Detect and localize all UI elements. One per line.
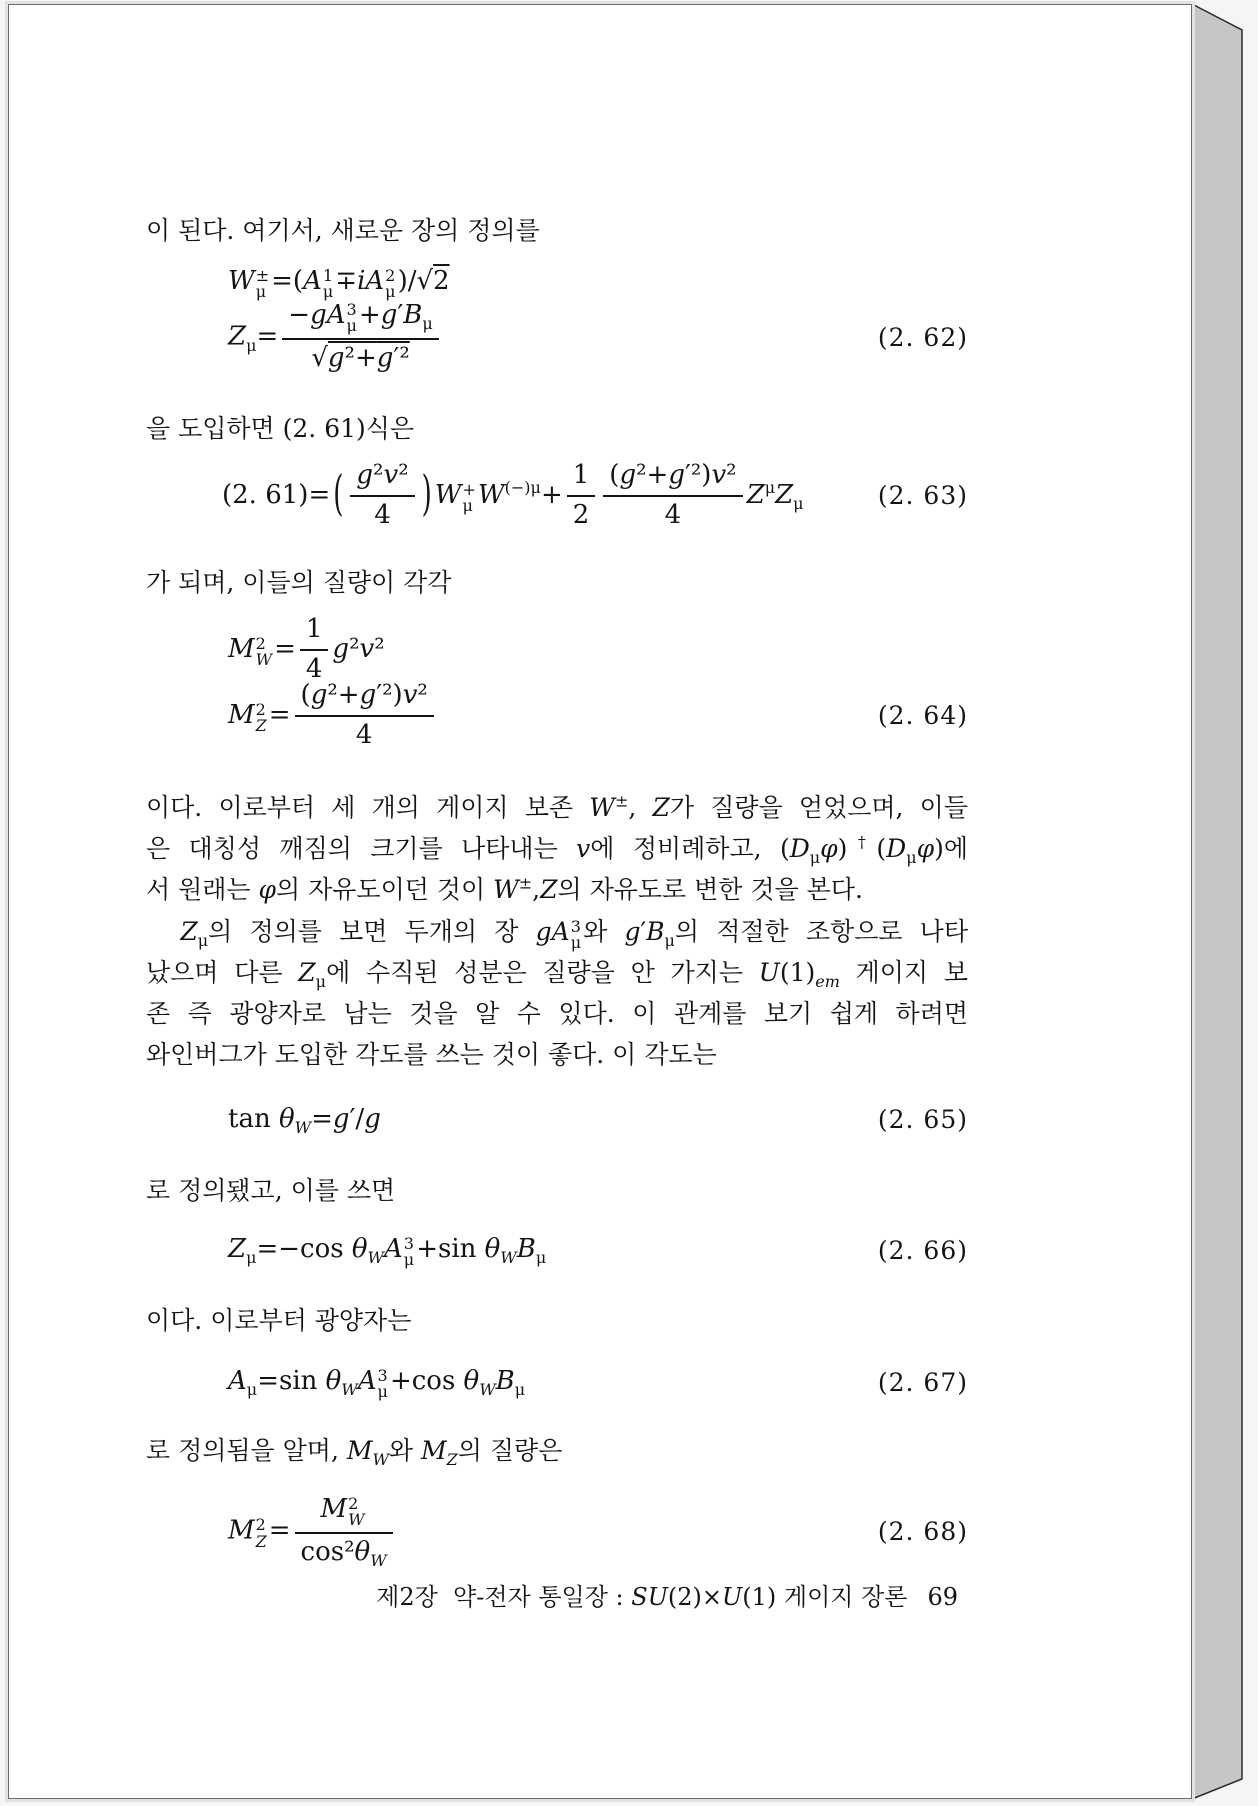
- page: [8, 4, 1192, 1799]
- equation-number-2-65: (2. 65): [877, 1104, 968, 1134]
- page-content: [9, 5, 1191, 1798]
- chapter-title: 제2장 약-전자 통일장 : SU(2)×U(1) 게이지 장론: [376, 1583, 908, 1611]
- paragraph-line: 와인버그가 도입한 각도를 쓰는 것이 좋다. 이 각도는: [146, 1040, 717, 1069]
- equation-2-68: M 2 Z = M 2 W $\cos^2\theta_W$ (2. 68): [228, 1493, 968, 1571]
- paragraph-line: 이다. 이로부터 세 개의 게이지 보존 W±, Z가 질량을 얻었으며, 이들: [146, 791, 968, 822]
- running-footer: [146, 1577, 968, 1612]
- body-line: 이다. 이로부터 광양자는: [146, 1306, 412, 1335]
- equation-2-62-line-1: W ± μ =(A 1 μ ∓iA 2 μ )/√2: [228, 265, 450, 301]
- paragraph-a: [146, 787, 968, 910]
- equation-2-67: $A_\mu=\sin$ $\theta_WA$ 3 μ +cos $\theta_WB_\mu$ (2. 67): [228, 1365, 968, 1401]
- equation-number-2-67: (2. 67): [877, 1368, 968, 1398]
- equation-number-2-68: (2. 68): [877, 1516, 968, 1546]
- equation-2-62-line-2: $Z_\mu=$ −gA 3 μ $+g'B_\mu$ √g²+g′² (2. 62): [228, 299, 968, 374]
- equation-number-2-62: (2. 62): [877, 322, 968, 352]
- paragraph-line: 서 원래는 φ의 자유도이던 것이 W±,Z의 자유도로 변한 것을 본다.: [146, 873, 863, 904]
- equation-2-64-line-1: M 2 W = $\frac{1}{4}$ g²v²: [228, 614, 385, 684]
- body-line: 로 정의됐고, 이를 쓰면: [146, 1176, 396, 1205]
- body-line: 을 도입하면 (2. 61)식은: [146, 414, 415, 443]
- body-line: 로 정의됨을 알며, $M_W$와 $M_Z$의 질량은: [146, 1436, 563, 1469]
- equation-2-63: (2. 61)= ( $\frac{\text{g²v²}}{4}$ ) W + μ $W^{(-)\mu}+$ $\frac{1}{2}$ $\frac{\text{(g²+g′²)v²}}{4}$ $Z^\mu Z_\mu$ (2. 63): [222, 460, 968, 530]
- page-number: 69: [927, 1583, 958, 1611]
- paragraph-b: [146, 911, 968, 1075]
- paragraph-line: 존 즉 광양자로 남는 것을 알 수 있다. 이 관계를 보기 쉽게 하려면: [146, 999, 968, 1028]
- equation-number-2-64: (2. 64): [877, 701, 968, 731]
- equation-2-66: $Z_\mu=-\cos$ $\theta_WA$ 3 μ +sin $\theta_WB_\mu$ (2. 66): [228, 1233, 968, 1269]
- body-line-intro: 이 된다. 여기서, 새로운 장의 정의를: [146, 216, 540, 245]
- body-line: 가 되며, 이들의 질량이 각각: [146, 568, 452, 597]
- equation-number-2-63: (2. 63): [877, 481, 968, 511]
- equation-number-2-66: (2. 66): [877, 1236, 968, 1266]
- equation-2-64-line-2: M 2 Z = $\frac{\text{(g²+g′²)v²}}{4}$ (2. 64): [228, 680, 968, 750]
- equation-2-65: $\tan \theta_W=g'/g$ (2. 65): [228, 1104, 968, 1138]
- paragraph-line: 은 대칭성 깨짐의 크기를 나타내는 v에 정비례하고, $(D_\mu\varphi)^\dagger(D_\mu\varphi)$에: [146, 832, 969, 867]
- paragraph-line: 났으며 다른 $Z_\mu$에 수직된 성분은 질량을 안 가지는 $U(1)_{em}$ 게이지 보: [146, 958, 968, 991]
- paragraph-line: $Z_\mu$의 정의를 보면 두개의 장 gA 3 μ 와 $g'B_\mu$의 적절한 조항으로 나타: [180, 916, 968, 952]
